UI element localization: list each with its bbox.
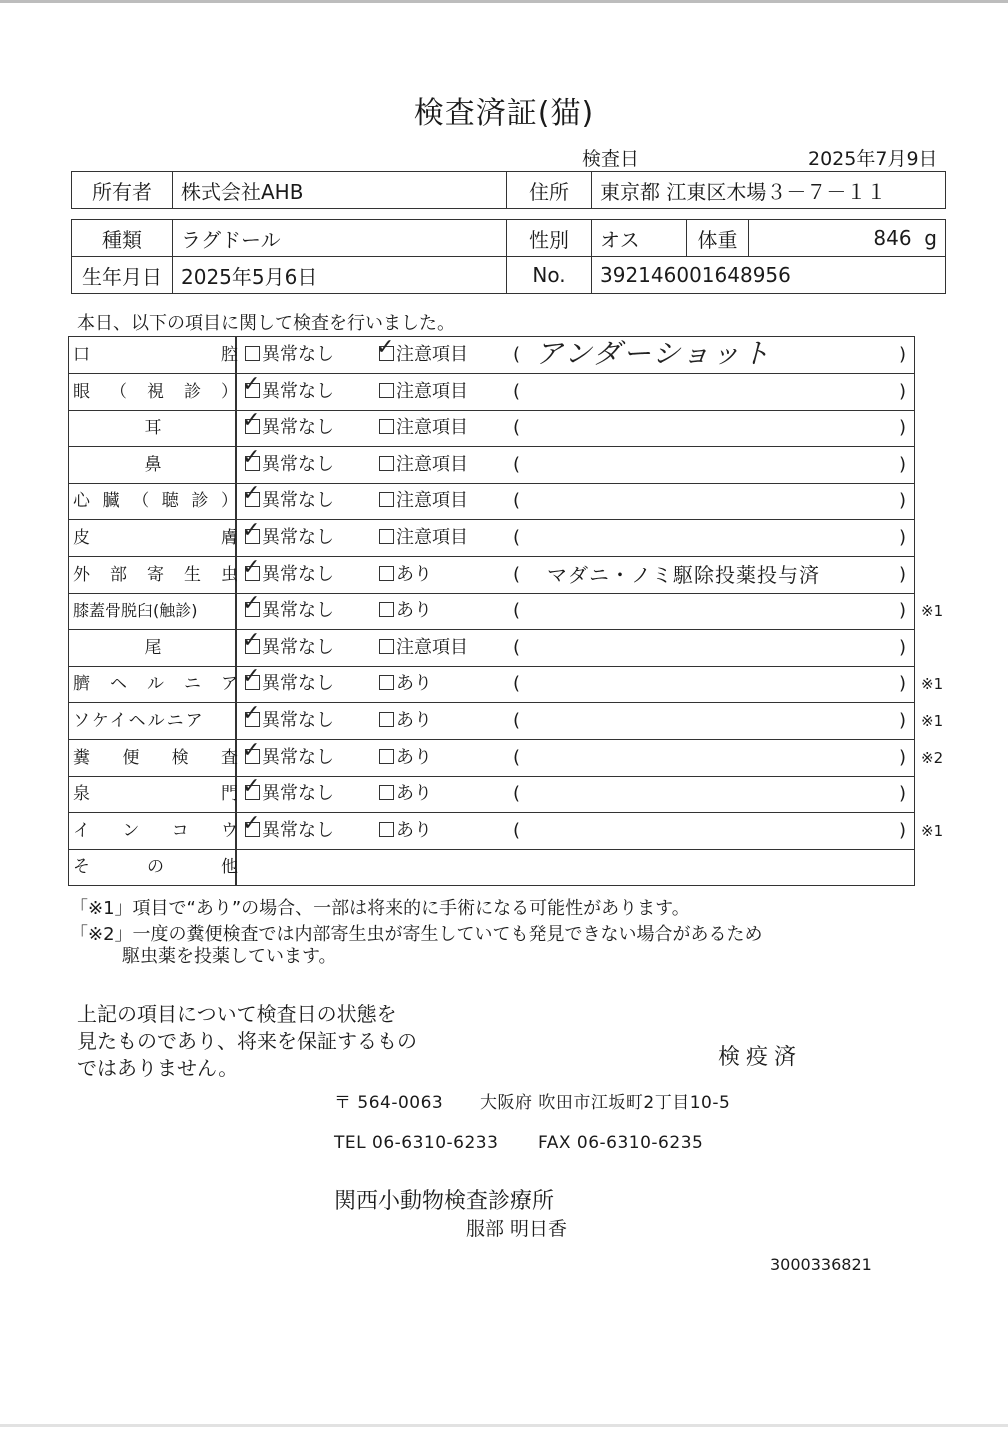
checked-box-icon[interactable]: [242, 444, 261, 471]
inspection-item-label: イ ン コ ウ: [73, 820, 238, 841]
inspector-name: 服部 明日香: [466, 1218, 568, 1240]
no-abnormality-checkbox[interactable]: [242, 481, 334, 519]
weight-label: 体重: [687, 220, 749, 257]
note-close-paren: ): [899, 563, 907, 585]
note-close-paren: ): [899, 783, 907, 805]
inspection-grid: [68, 335, 944, 886]
address-value: 東京都 江東区木場３－７－１１: [592, 172, 946, 209]
finding-checkbox[interactable]: [379, 557, 432, 593]
option-label: 注意項目: [396, 380, 468, 402]
note-close-paren: ): [899, 600, 907, 622]
weight-cell: [749, 220, 946, 257]
checkmark-icon: ✓: [242, 408, 261, 434]
inspection-item-label: 皮 膚: [73, 528, 238, 548]
inspection-item-label: そ の 他: [73, 857, 238, 878]
clinic-name: 関西小動物検査診療所: [334, 1189, 555, 1214]
inspection-item-label: 膝蓋骨脱臼(触診): [73, 601, 198, 621]
postal-code: 〒 564-0063: [334, 1093, 444, 1113]
checkmark-icon: ✓: [242, 518, 261, 543]
inspection-row: [69, 737, 944, 777]
breed-value: ラグドール: [173, 220, 507, 257]
owner-label: 所有者: [72, 172, 173, 209]
checkbox-icon[interactable]: [379, 639, 394, 654]
checkmark-icon: ✓: [242, 481, 261, 507]
exam-date: 2025年7月9日: [808, 148, 938, 170]
checkmark-icon: ✓: [242, 444, 261, 470]
no-abnormality-checkbox[interactable]: [242, 810, 334, 849]
checkbox-icon[interactable]: [379, 383, 394, 398]
note-open-paren: (: [513, 344, 521, 365]
checkbox-icon[interactable]: [379, 675, 394, 690]
option-label: 異常なし: [262, 783, 334, 805]
inspection-item-label: 心 臓 （ 聴 診 ）: [73, 491, 238, 512]
footnote-2-line1: 「※2」一度の糞便検査では内部寄生虫が寄生していても発見できない場合があるため: [70, 924, 763, 945]
scan-bottom-edge: [0, 1424, 1008, 1427]
option-label: 異常なし: [262, 563, 334, 585]
footnote-2-line2: 駆虫薬を投薬しています。: [122, 946, 337, 967]
option-label: 異常なし: [262, 600, 334, 622]
exam-date-label: 検査日: [582, 148, 640, 170]
option-label: あり: [396, 783, 432, 805]
checkbox-icon[interactable]: [379, 566, 394, 581]
weight-unit: g: [924, 226, 937, 250]
option-label: 異常なし: [262, 417, 334, 439]
note-open-paren: (: [513, 490, 521, 512]
document-number: 3000336821: [770, 1255, 872, 1274]
footnote-1: 「※1」項目で“あり”の場合、一部は将来的に手術になる可能性があります。: [70, 898, 690, 919]
option-label: あり: [396, 710, 432, 731]
intro-text: 本日、以下の項目に関して検査を行いました。: [77, 313, 455, 334]
inspection-row: [69, 591, 944, 630]
owner-address-table: [71, 171, 946, 209]
checkmark-icon: ✓: [242, 664, 261, 690]
finding-checkbox[interactable]: [379, 374, 468, 410]
footnote-mark: ※1: [921, 602, 944, 621]
option-label: 注意項目: [396, 453, 468, 475]
note-open-paren: (: [513, 453, 521, 475]
checked-box-icon[interactable]: [242, 518, 261, 544]
weight-value: 846: [873, 226, 912, 250]
disclaimer-line-3: ではありません。: [77, 1056, 239, 1080]
finding-checkbox[interactable]: [379, 410, 468, 446]
note-open-paren: (: [513, 673, 521, 695]
note-open-paren: (: [513, 563, 521, 585]
checked-box-icon[interactable]: [242, 481, 261, 507]
no-abnormality-checkbox[interactable]: [242, 627, 334, 666]
checked-box-icon[interactable]: [242, 627, 261, 654]
clinic-address: 大阪府 吹田市江坂町2丁目10-5: [480, 1093, 731, 1113]
no-abnormality-checkbox[interactable]: [242, 701, 334, 739]
option-label: 異常なし: [262, 710, 334, 731]
inspection-item-label: 眼 （ 視 診 ）: [73, 381, 238, 402]
checked-box-icon[interactable]: [376, 335, 395, 361]
checkmark-icon: ✓: [242, 554, 261, 580]
finding-checkbox[interactable]: [379, 703, 432, 739]
checked-box-icon[interactable]: [242, 664, 261, 690]
quarantine-stamp: 検疫済: [718, 1045, 803, 1070]
checked-box-icon[interactable]: [242, 701, 261, 727]
note-open-paren: (: [513, 710, 521, 731]
inspection-row: [69, 810, 944, 850]
checked-box-icon[interactable]: [242, 774, 261, 800]
no-abnormality-checkbox[interactable]: [242, 444, 334, 483]
inspection-item-label: 口 腔: [73, 345, 238, 365]
note-open-paren: (: [513, 417, 521, 439]
option-label: 注意項目: [396, 344, 468, 365]
checked-box-icon[interactable]: [242, 408, 261, 434]
option-label: 異常なし: [262, 746, 334, 768]
page-title: 検査済証(猫): [413, 96, 595, 131]
option-label: 異常なし: [262, 380, 334, 402]
finding-checkbox[interactable]: [379, 483, 468, 519]
option-label: あり: [396, 746, 432, 768]
checkmark-icon: ✓: [242, 737, 261, 763]
inspection-item-label: 泉 門: [73, 784, 238, 805]
inspection-row: [69, 371, 914, 411]
inspection-row: [69, 520, 914, 557]
no-abnormality-checkbox[interactable]: [242, 408, 334, 446]
option-label: 異常なし: [262, 527, 334, 548]
inspection-item-label: 鼻: [144, 454, 162, 475]
note-close-paren: ): [899, 636, 907, 658]
finding-checkbox[interactable]: [379, 776, 432, 812]
owner-value: 株式会社AHB: [173, 172, 507, 209]
footnote-mark: ※1: [921, 821, 944, 840]
finding-checkbox[interactable]: [379, 740, 432, 776]
checkmark-icon: ✓: [242, 810, 261, 836]
sex-label: 性別: [507, 220, 592, 257]
no-abnormality-checkbox[interactable]: [242, 371, 334, 410]
inspection-row: [69, 483, 914, 520]
note-text: マダニ・ノミ駆除投薬投与済: [547, 562, 820, 587]
inspection-row: [69, 444, 914, 484]
option-label: 異常なし: [262, 636, 334, 658]
inspection-row: [69, 701, 944, 740]
checkmark-icon: ✓: [242, 371, 261, 397]
finding-checkbox[interactable]: [379, 447, 468, 483]
inspection-row: [69, 554, 914, 594]
option-label: 注意項目: [396, 527, 468, 548]
checkbox-icon[interactable]: [379, 456, 394, 471]
phone-number: TEL 06-6310-6233: [334, 1133, 499, 1153]
footnote-mark: ※1: [921, 712, 944, 730]
breed-label: 種類: [72, 220, 173, 257]
checked-box-icon[interactable]: [242, 810, 261, 837]
checkbox-icon[interactable]: [379, 492, 394, 507]
checkmark-icon: ✓: [376, 335, 395, 360]
disclaimer-line-2: 見たものであり、将来を保証するもの: [77, 1029, 417, 1053]
checkmark-icon: ✓: [242, 774, 261, 800]
checkbox-icon[interactable]: [379, 419, 394, 434]
note-close-paren: ): [899, 673, 907, 695]
sex-value: オス: [592, 220, 687, 257]
option-label: あり: [396, 673, 432, 695]
no-abnormality-checkbox[interactable]: [242, 737, 334, 776]
option-label: 注意項目: [396, 636, 468, 658]
finding-checkbox[interactable]: [379, 630, 468, 666]
inspection-row: [69, 776, 914, 813]
finding-checkbox[interactable]: [379, 520, 468, 556]
checkbox-icon[interactable]: [245, 346, 260, 361]
checked-box-icon[interactable]: [242, 371, 261, 398]
note-open-paren: (: [513, 783, 521, 805]
note-close-paren: ): [899, 819, 907, 841]
inspection-item-label: ソケイヘルニア: [73, 711, 205, 731]
checkbox-icon[interactable]: [379, 602, 394, 617]
disclaimer-line-1: 上記の項目について検査日の状態を: [77, 1002, 397, 1026]
note-close-paren: ): [899, 417, 907, 439]
inspection-row: [69, 410, 914, 447]
checked-box-icon[interactable]: [242, 737, 261, 764]
checkbox-icon[interactable]: [379, 529, 394, 544]
number-value: 392146001648956: [592, 257, 946, 294]
note-open-paren: (: [513, 527, 521, 548]
inspection-row: [69, 849, 914, 888]
option-label: 異常なし: [262, 344, 334, 365]
inspection-item-label: 糞 便 検 査: [73, 747, 238, 768]
no-abnormality-checkbox[interactable]: [245, 337, 334, 373]
option-label: 注意項目: [396, 490, 468, 512]
checked-box-icon[interactable]: [242, 591, 261, 617]
no-abnormality-checkbox[interactable]: [242, 774, 334, 812]
inspection-row: [69, 664, 944, 703]
checkmark-icon: ✓: [242, 701, 261, 726]
address-label: 住所: [507, 172, 592, 209]
note-open-paren: (: [513, 636, 521, 658]
checkmark-icon: ✓: [242, 591, 261, 617]
inspection-item-label: 耳: [144, 418, 162, 439]
note-close-paren: ): [899, 380, 907, 402]
note-close-paren: ): [899, 527, 907, 548]
option-label: あり: [396, 563, 432, 585]
inspection-row: [69, 627, 914, 667]
option-label: 異常なし: [262, 819, 334, 841]
note-close-paren: ): [899, 453, 907, 475]
option-label: 異常なし: [262, 673, 334, 695]
note-close-paren: ): [899, 746, 907, 768]
finding-checkbox[interactable]: [376, 335, 468, 373]
note-open-paren: (: [513, 746, 521, 768]
option-label: 異常なし: [262, 490, 334, 512]
no-abnormality-checkbox[interactable]: [242, 664, 334, 702]
note-open-paren: (: [513, 600, 521, 622]
no-abnormality-checkbox[interactable]: [242, 591, 334, 629]
no-abnormality-checkbox[interactable]: [242, 518, 334, 556]
note-close-paren: ): [899, 490, 907, 512]
inspection-item-label: 外 部 寄 生 虫: [73, 564, 238, 585]
note-close-paren: ): [899, 344, 907, 365]
option-label: 異常なし: [262, 453, 334, 475]
checkbox-icon[interactable]: [379, 785, 394, 800]
option-label: 注意項目: [396, 417, 468, 439]
finding-checkbox[interactable]: [379, 593, 432, 629]
animal-info-table: [71, 219, 946, 294]
note-close-paren: ): [899, 710, 907, 731]
handwritten-note: アンダーショット: [535, 337, 772, 370]
no-abnormality-checkbox[interactable]: [242, 554, 334, 593]
inspection-row: [69, 337, 914, 374]
scan-top-edge: [0, 0, 1008, 3]
checkbox-icon[interactable]: [379, 822, 394, 837]
checkbox-icon[interactable]: [379, 749, 394, 764]
checked-box-icon[interactable]: [242, 554, 261, 581]
birthdate-label: 生年月日: [72, 257, 173, 294]
inspection-item-label: 尾: [144, 637, 162, 658]
option-label: あり: [396, 819, 432, 841]
option-label: あり: [396, 600, 432, 622]
finding-checkbox[interactable]: [379, 666, 432, 702]
note-open-paren: (: [513, 380, 521, 402]
checkmark-icon: ✓: [242, 627, 261, 653]
fax-number: FAX 06-6310-6235: [538, 1133, 704, 1153]
number-label: No.: [507, 257, 592, 294]
birthdate-value: 2025年5月6日: [173, 257, 507, 294]
footnote-mark: ※1: [921, 675, 944, 694]
inspection-item-label: 臍 ヘ ル ニ ア: [73, 674, 238, 695]
footnote-mark: ※2: [921, 748, 944, 767]
note-open-paren: (: [513, 819, 521, 841]
finding-checkbox[interactable]: [379, 813, 432, 849]
checkbox-icon[interactable]: [379, 712, 394, 727]
